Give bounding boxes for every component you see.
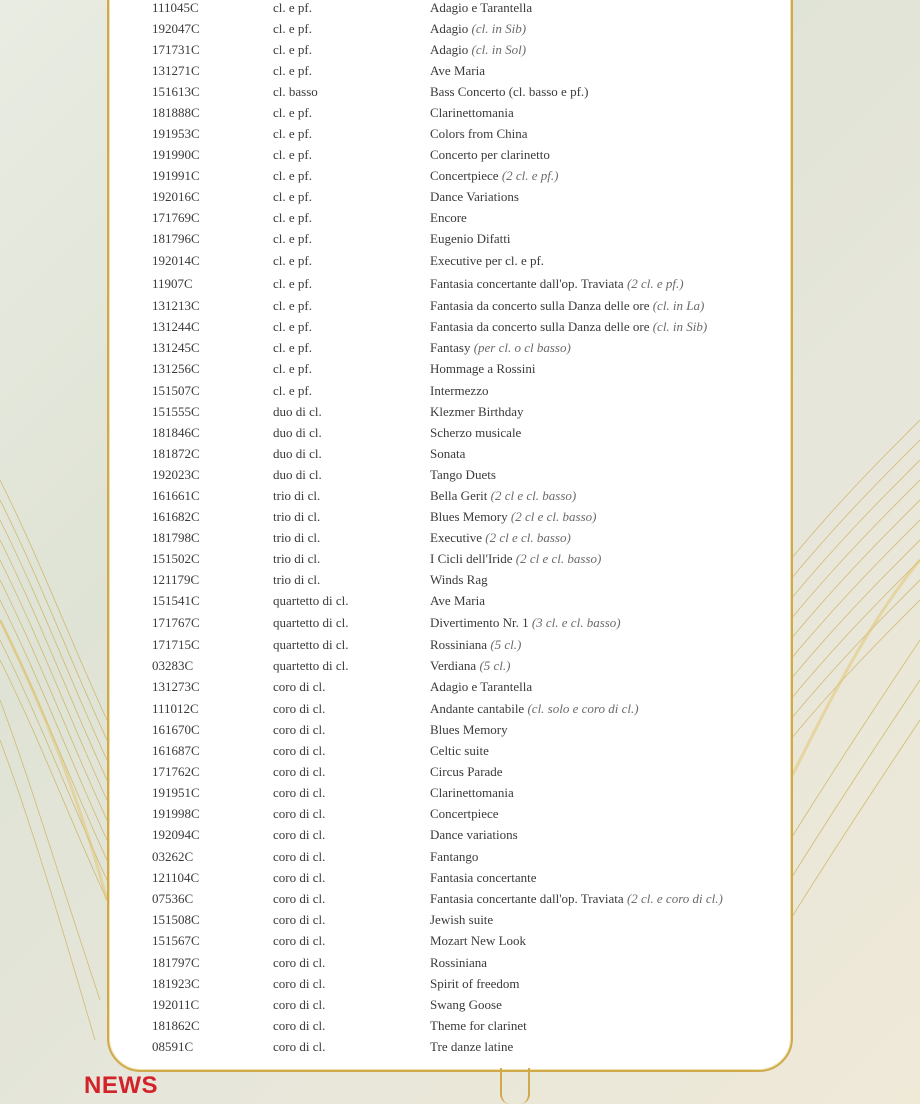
instrumentation: coro di cl. [273,849,326,864]
catalog-code: 151567C [152,933,200,948]
instrumentation: cl. e pf. [273,0,312,15]
piece-title [430,741,489,761]
piece-title [430,19,526,39]
table-row [0,229,920,249]
instrumentation: coro di cl. [273,912,326,927]
piece-title-text: Scherzo musicale [430,425,522,440]
catalog-code: 192016C [152,189,200,204]
catalog-code: 11907C [152,276,193,291]
piece-title [430,208,467,228]
instrumentation: coro di cl. [273,976,326,991]
table-row [0,868,920,888]
catalog-code: 131256C [152,361,200,376]
piece-title-text: Celtic suite [430,743,489,758]
catalog-code: 161661C [152,488,200,503]
catalog-code: 131271C [152,63,200,78]
catalog-code: 121104C [152,870,200,885]
instrumentation: cl. e pf. [273,383,312,398]
catalog-code: 191953C [152,126,200,141]
piece-title-text: Fantasia da concerto sulla Danza delle ore [430,298,650,313]
piece-title [430,274,684,294]
catalog-code: 191998C [152,806,200,821]
piece-title [430,847,478,867]
catalog-code: 192094C [152,827,200,842]
instrumentation: coro di cl. [273,764,326,779]
piece-title-text: Intermezzo [430,383,489,398]
piece-title-text: Blues Memory [430,509,508,524]
catalog-code: 192023C [152,467,200,482]
piece-note: (cl. in Sol) [471,42,527,57]
table-row [0,208,920,228]
piece-title-text: Colors from China [430,126,528,141]
table-row [0,124,920,144]
catalog-code: 192011C [152,997,200,1012]
piece-title [430,910,493,930]
piece-title [430,953,487,973]
instrumentation: coro di cl. [273,997,326,1012]
instrumentation: coro di cl. [273,785,326,800]
piece-title [430,1016,527,1036]
piece-title [430,699,639,719]
piece-title-text: Fantango [430,849,479,864]
instrumentation: cl. basso [273,84,318,99]
piece-title [430,995,502,1015]
table-row [0,974,920,994]
piece-note: (cl. in Sib) [652,319,708,334]
table-row [0,635,920,655]
table-row [0,507,920,527]
table-row [0,889,920,909]
piece-title [430,804,499,824]
instrumentation: cl. e pf. [273,253,312,268]
table-row [0,103,920,123]
instrumentation: coro di cl. [273,955,326,970]
piece-title [430,825,518,845]
catalog-code: 181872C [152,446,200,461]
piece-title-text: Circus Parade [430,764,503,779]
piece-title [430,359,535,379]
catalog-code: 131245C [152,340,200,355]
piece-title-text: Concerto per clarinetto [430,147,550,162]
instrumentation: trio di cl. [273,551,321,566]
catalog-code: 08591C [152,1039,194,1054]
piece-title [430,720,508,740]
catalog-code: 131213C [152,298,200,313]
piece-title [430,61,485,81]
instrumentation: coro di cl. [273,722,326,737]
table-row [0,0,920,18]
piece-title [430,868,536,888]
piece-note: (2 cl e cl. basso) [510,509,597,524]
piece-title-text: Concertpiece [430,806,499,821]
piece-title [430,103,514,123]
instrumentation: coro di cl. [273,1018,326,1033]
table-row [0,381,920,401]
table-row [0,847,920,867]
table-row [0,274,920,294]
table-row [0,931,920,951]
instrumentation: cl. e pf. [273,340,312,355]
table-row [0,82,920,102]
catalog-code: 192047C [152,21,200,36]
instrumentation: cl. e pf. [273,361,312,376]
instrumentation: trio di cl. [273,572,321,587]
table-row [0,187,920,207]
piece-title [430,444,465,464]
piece-note: (2 cl. e pf.) [626,276,684,291]
table-row [0,465,920,485]
instrumentation: trio di cl. [273,530,321,545]
table-row [0,699,920,719]
catalog-code: 191951C [152,785,200,800]
piece-title [430,402,524,422]
piece-title [430,465,496,485]
piece-note: (cl. in Sib) [471,21,527,36]
instrumentation: trio di cl. [273,509,321,524]
piece-title [430,423,521,443]
instrumentation: duo di cl. [273,425,322,440]
instrumentation: coro di cl. [273,933,326,948]
instrumentation: coro di cl. [273,806,326,821]
catalog-code: 07536C [152,891,194,906]
piece-title [430,783,514,803]
piece-title [430,570,488,590]
piece-title-text: Theme for clarinet [430,1018,527,1033]
catalog-code: 03262C [152,849,194,864]
instrumentation: cl. e pf. [273,298,312,313]
table-row [0,423,920,443]
piece-title-text: Spirit of freedom [430,976,520,991]
instrumentation: trio di cl. [273,488,321,503]
piece-title-text: Ave Maria [430,593,485,608]
catalog-code: 171715C [152,637,200,652]
table-row [0,995,920,1015]
instrumentation: coro di cl. [273,870,326,885]
table-row [0,296,920,316]
piece-title-text: Executive [430,530,482,545]
table-row [0,804,920,824]
piece-title-text: Fantasia da concerto sulla Danza delle ore [430,319,650,334]
catalog-code: 191990C [152,147,200,162]
table-row [0,762,920,782]
instrumentation: quartetto di cl. [273,615,349,630]
instrumentation: cl. e pf. [273,276,312,291]
piece-title-text: Adagio [430,42,469,57]
piece-title [430,486,576,506]
piece-title [430,0,532,18]
piece-title-text: Dance variations [430,827,518,842]
piece-title-text: Concertpiece [430,168,499,183]
piece-title-text: Fantasy [430,340,471,355]
piece-title [430,251,544,271]
table-row [0,677,920,697]
catalog-code: 181862C [152,1018,200,1033]
piece-title-text: Divertimento Nr. 1 [430,615,529,630]
table-row [0,656,920,676]
instrumentation: quartetto di cl. [273,637,349,652]
piece-title-text: Klezmer Birthday [430,404,524,419]
piece-title [430,656,511,676]
instrumentation: coro di cl. [273,679,326,694]
piece-note: (2 cl e cl. basso) [490,488,577,503]
piece-title-text: Blues Memory [430,722,508,737]
instrumentation: duo di cl. [273,446,322,461]
instrumentation: coro di cl. [273,701,326,716]
table-row [0,317,920,337]
catalog-code: 151502C [152,551,200,566]
table-row [0,19,920,39]
catalog-code: 161687C [152,743,200,758]
instrumentation: cl. e pf. [273,21,312,36]
piece-title-text: Winds Rag [430,572,488,587]
instrumentation: coro di cl. [273,827,326,842]
table-row [0,444,920,464]
table-row [0,40,920,60]
instrumentation: cl. e pf. [273,105,312,120]
piece-title-text: I Cicli dell'Iride [430,551,513,566]
table-row [0,613,920,633]
piece-title-text: Rossiniana [430,955,488,970]
piece-title-text: Adagio e Tarantella [430,0,533,15]
catalog-code: 151613C [152,84,200,99]
piece-title [430,613,621,633]
catalog-code: 181798C [152,530,200,545]
piece-title [430,317,707,337]
piece-title [430,145,550,165]
table-row [0,402,920,422]
table-row [0,145,920,165]
piece-note: (per cl. o cl basso) [473,340,571,355]
table-row [0,61,920,81]
piece-title [430,229,511,249]
table-row [0,910,920,930]
piece-title-text: Clarinettomania [430,785,514,800]
piece-note: (cl. solo e coro di cl.) [527,701,639,716]
instrumentation: coro di cl. [273,743,326,758]
piece-title [430,40,526,60]
piece-title [430,82,589,102]
piece-note: (5 cl.) [490,637,522,652]
catalog-code: 151541C [152,593,200,608]
instrumentation: cl. e pf. [273,168,312,183]
table-row [0,338,920,358]
piece-title [430,677,532,697]
table-row [0,570,920,590]
catalog-code: 181888C [152,105,200,120]
piece-title [430,549,601,569]
catalog-code: 171769C [152,210,200,225]
piece-title [430,507,596,527]
instrumentation: cl. e pf. [273,126,312,141]
instrumentation: coro di cl. [273,1039,326,1054]
catalog-code: 181797C [152,955,200,970]
catalog-code: 151508C [152,912,200,927]
piece-note: (2 cl e cl. basso) [485,530,571,545]
piece-title-text: Dance Variations [430,189,519,204]
piece-title-text: Rossiniana [430,637,488,652]
piece-title-text: Tango Duets [430,467,496,482]
piece-title-text: Tre danze latine [430,1039,514,1054]
table-row [0,953,920,973]
piece-title [430,1037,513,1057]
table-row [0,549,920,569]
piece-title-text: Fantasia concertante dall'op. Traviata [430,891,624,906]
piece-title [430,762,503,782]
table-row [0,783,920,803]
instrumentation: quartetto di cl. [273,658,349,673]
piece-title [430,187,519,207]
table-row [0,166,920,186]
piece-title-text: Adagio [430,21,469,36]
piece-title [430,591,485,611]
instrumentation: duo di cl. [273,404,322,419]
catalog-code: 181846C [152,425,200,440]
table-row [0,591,920,611]
piece-title [430,124,528,144]
catalog-code: 171767C [152,615,200,630]
decorative-stem [500,1068,530,1104]
piece-title-text: Jewish suite [430,912,494,927]
piece-title-text: Fantasia concertante dall'op. Traviata [430,276,624,291]
catalog-code: 131273C [152,679,200,694]
piece-title [430,931,526,951]
instrumentation: cl. e pf. [273,42,312,57]
catalog-code: 191991C [152,168,200,183]
piece-title-text: Sonata [430,446,466,461]
piece-title [430,528,571,548]
table-row [0,251,920,271]
table-row [0,359,920,379]
piece-title-text: Swang Goose [430,997,502,1012]
piece-title-text: Ave Maria [430,63,485,78]
catalog-code: 111045C [152,0,199,15]
piece-title [430,974,520,994]
catalog-code: 181923C [152,976,200,991]
piece-title-text: Clarinettomania [430,105,514,120]
catalog-code: 171762C [152,764,200,779]
piece-title-text: Mozart New Look [430,933,527,948]
catalog-code: 03283C [152,658,194,673]
table-row [0,825,920,845]
table-row [0,1037,920,1057]
table-row [0,1016,920,1036]
piece-title-text: Fantasia concertante [430,870,537,885]
table-row [0,486,920,506]
piece-title-text: Adagio e Tarantella [430,679,533,694]
piece-title [430,889,723,909]
catalog-code: 181796C [152,231,200,246]
catalog-code: 161682C [152,509,200,524]
table-row [0,720,920,740]
piece-note: (cl. in La) [652,298,705,313]
catalog-code: 111012C [152,701,199,716]
piece-note: (5 cl.) [479,658,511,673]
catalog-code: 131244C [152,319,200,334]
piece-title-text: Andante cantabile [430,701,525,716]
table-row [0,528,920,548]
instrumentation: cl. e pf. [273,189,312,204]
piece-title-text: Eugenio Difatti [430,231,511,246]
piece-title [430,381,488,401]
catalog-code: 151555C [152,404,200,419]
catalog-code: 171731C [152,42,200,57]
instrumentation: cl. e pf. [273,147,312,162]
catalog-code: 161670C [152,722,200,737]
piece-title-text: Bella Gerit [430,488,488,503]
catalog-code: 151507C [152,383,200,398]
piece-title-text: Executive per cl. e pf. [430,253,545,268]
table-row [0,741,920,761]
instrumentation: cl. e pf. [273,319,312,334]
catalog-code: 192014C [152,253,200,268]
piece-title [430,296,704,316]
piece-note: (2 cl. e coro di cl.) [626,891,723,906]
news-heading: NEWS [84,1072,158,1099]
piece-note: (2 cl e cl. basso) [515,551,602,566]
piece-title [430,166,559,186]
instrumentation: quartetto di cl. [273,593,349,608]
piece-title-text: Verdiana [430,658,477,673]
piece-title-text: Encore [430,210,467,225]
instrumentation: coro di cl. [273,891,326,906]
instrumentation: cl. e pf. [273,231,312,246]
catalog-code: 121179C [152,572,200,587]
piece-title [430,635,521,655]
instrumentation: duo di cl. [273,467,322,482]
piece-note: (2 cl. e pf.) [501,168,559,183]
instrumentation: cl. e pf. [273,63,312,78]
piece-title-text: Bass Concerto (cl. basso e pf.) [430,84,589,99]
instrumentation: cl. e pf. [273,210,312,225]
piece-title-text: Hommage a Rossini [430,361,536,376]
piece-note: (3 cl. e cl. basso) [531,615,621,630]
piece-title [430,338,571,358]
